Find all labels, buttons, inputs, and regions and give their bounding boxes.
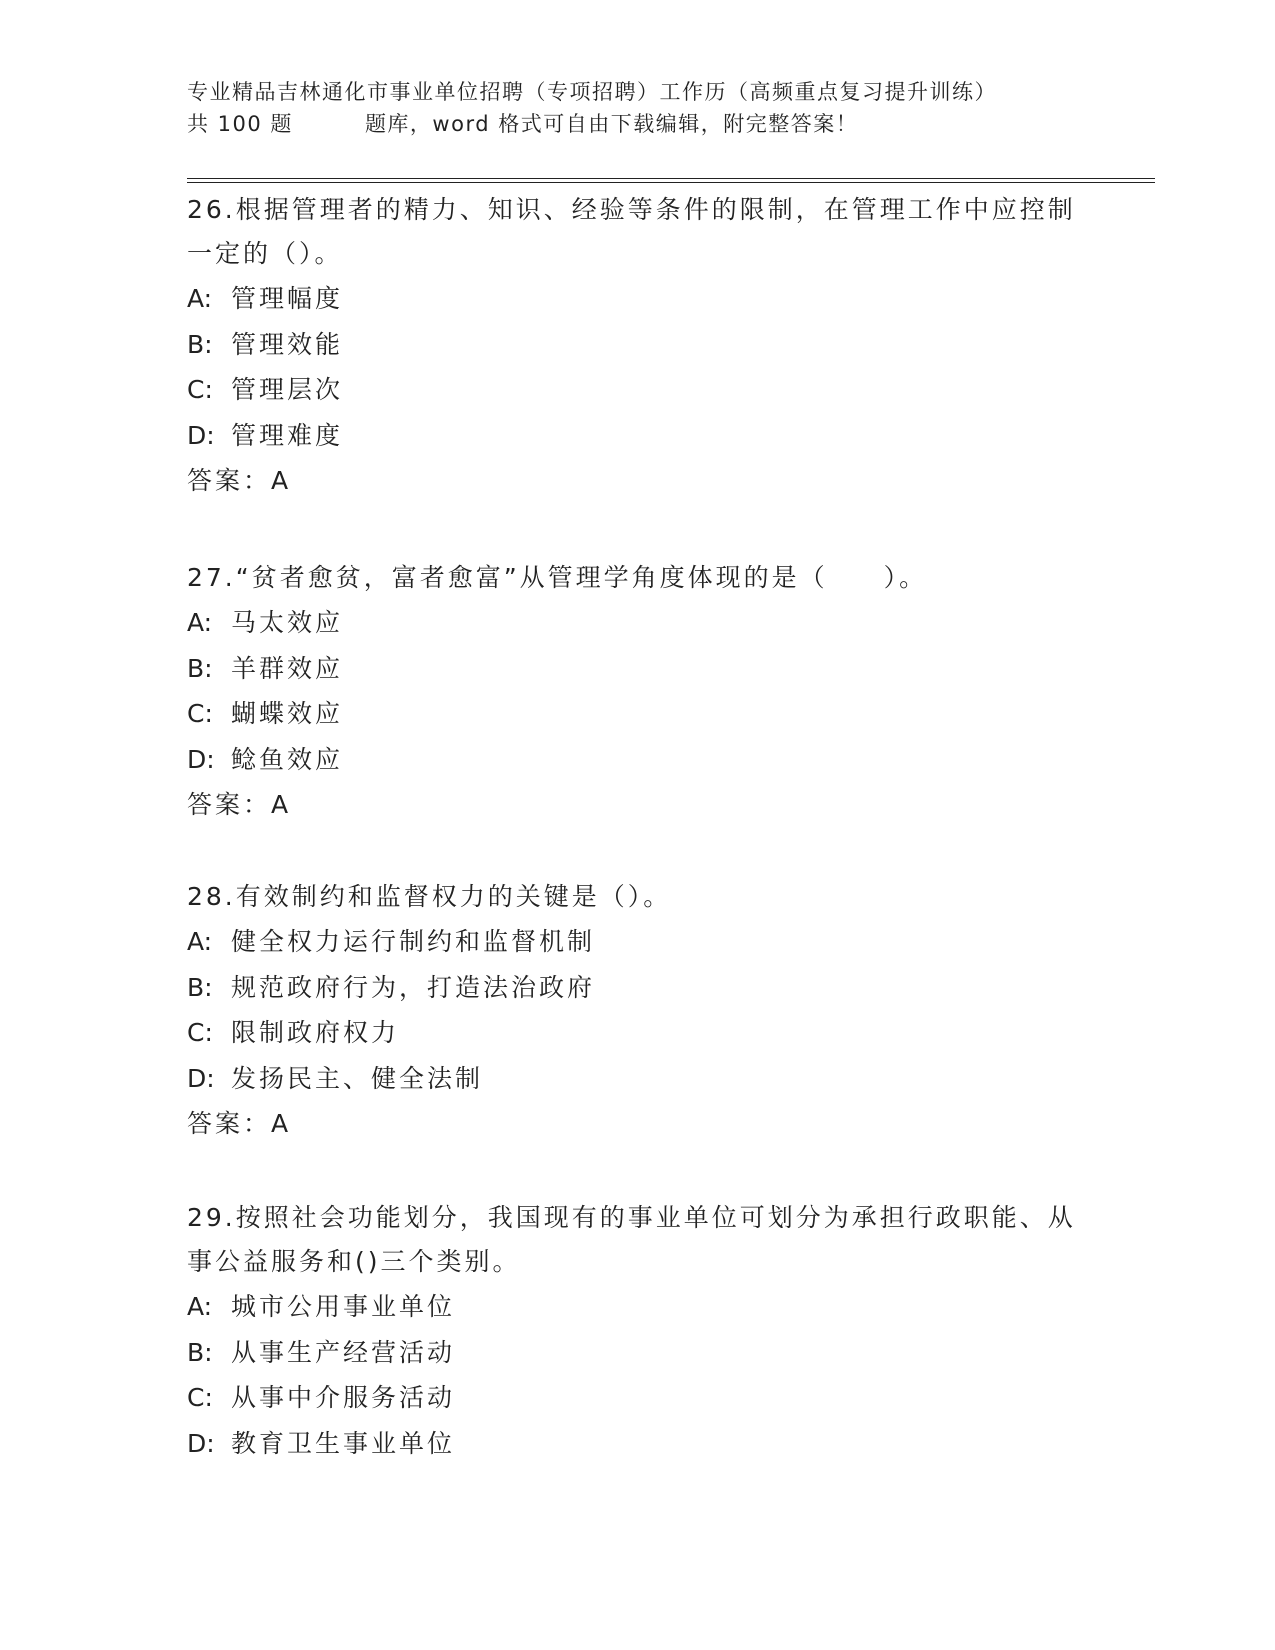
option-c: C: 蝴蝶效应 (187, 699, 344, 728)
header-divider-bottom (187, 182, 1155, 183)
option-d: D: 鲶鱼效应 (187, 744, 344, 774)
answer: 答案：A (187, 466, 292, 495)
question-29 (187, 1196, 1087, 1466)
option-a: A: 城市公用事业单位 (187, 1292, 456, 1321)
option-a: A: 管理幅度 (187, 284, 344, 313)
header-count: 共 100 题 (187, 112, 293, 136)
header-title: 专业精品吉林通化市事业单位招聘（专项招聘）工作历（高频重点复习提升训练） (187, 80, 997, 104)
header-divider-top (187, 178, 1155, 179)
option-b: B: 羊群效应 (187, 653, 344, 683)
option-b: B: 管理效能 (187, 329, 344, 359)
option-b: B: 从事生产经营活动 (187, 1337, 456, 1367)
answer: 答案：A (187, 1109, 292, 1138)
question-stem: 26.根据管理者的精力、知识、经验等条件的限制，在管理工作中应控制一定的（）。 (187, 195, 1076, 268)
question-27 (187, 556, 1087, 827)
question-stem: 28.有效制约和监督权力的关键是（）。 (187, 882, 672, 911)
option-a: A: 马太效应 (187, 608, 344, 637)
option-a: A: 健全权力运行制约和监督机制 (187, 927, 596, 956)
question-stem: 29.按照社会功能划分，我国现有的事业单位可划分为承担行政职能、从事公益服务和()三个类别。 (187, 1203, 1076, 1276)
option-c: C: 限制政府权力 (187, 1018, 400, 1047)
document-header (187, 76, 1087, 140)
option-d: D: 发扬民主、健全法制 (187, 1063, 484, 1093)
option-b: B: 规范政府行为，打造法治政府 (187, 972, 596, 1002)
option-d: D: 管理难度 (187, 420, 344, 450)
header-description: 题库，word 格式可自由下载编辑，附完整答案！ (364, 112, 859, 136)
question-stem: 27.“贫者愈贫，富者愈富”从管理学角度体现的是（ ）。 (187, 563, 928, 592)
option-d: D: 教育卫生事业单位 (187, 1428, 456, 1458)
question-28 (187, 875, 1087, 1146)
header-subtitle (187, 108, 1087, 140)
option-c: C: 从事中介服务活动 (187, 1383, 456, 1412)
option-c: C: 管理层次 (187, 375, 344, 404)
question-26 (187, 188, 1087, 503)
answer: 答案：A (187, 790, 292, 819)
